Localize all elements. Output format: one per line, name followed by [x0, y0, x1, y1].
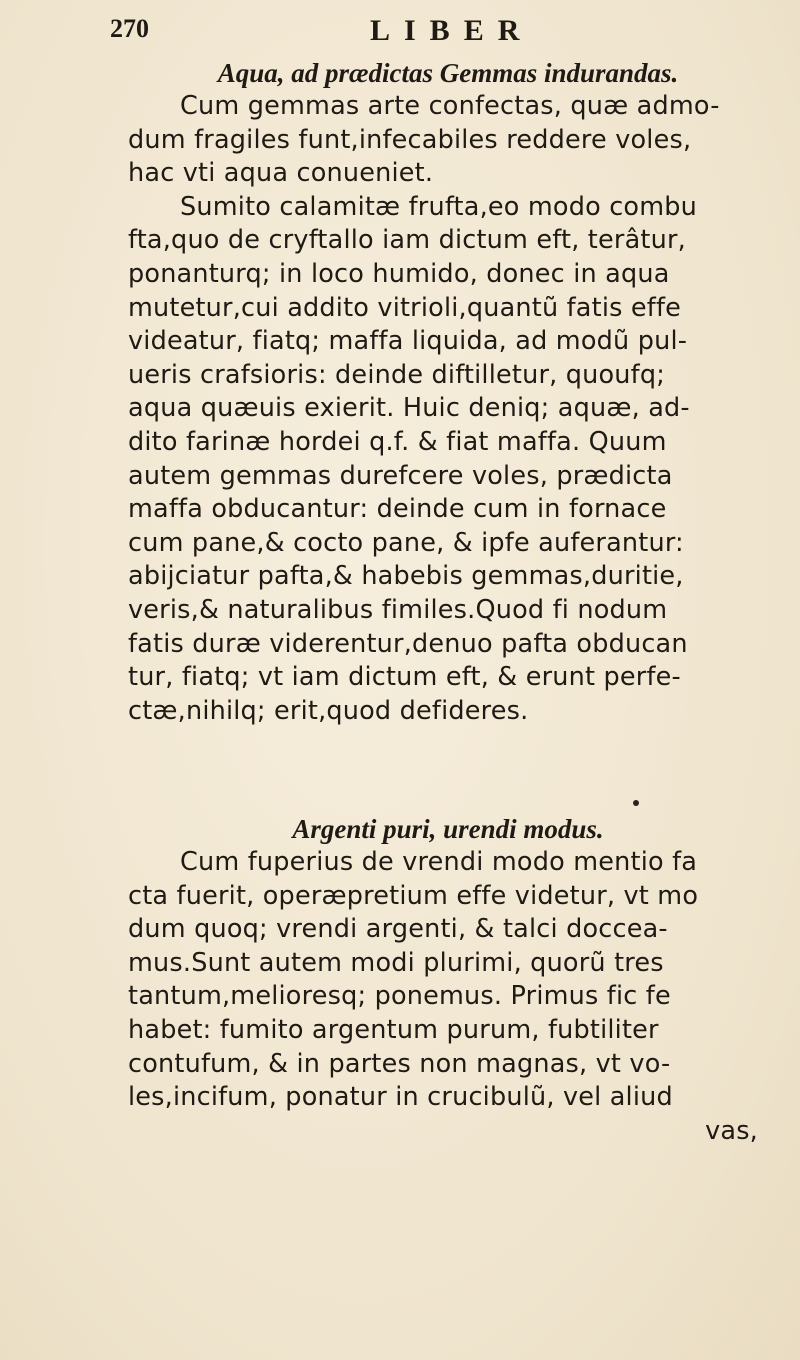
- text-line: mutetur,cui addito vitrioli,quantũ fatis effe: [128, 292, 682, 323]
- text-line: ponanturq; in loco humido, donec in aqua: [128, 258, 670, 289]
- section-body: [128, 90, 768, 728]
- text-line: maffa obducantur: deinde cum in fornace: [128, 494, 667, 525]
- text-line: ueris crafsioris: deinde diftilletur, quoufq;: [128, 359, 666, 390]
- text-line: tur, fiatq; vt iam dictum eft, & erunt perfe-: [128, 662, 681, 693]
- text-line: Cum gemmas arte confectas, quæ admo-: [180, 91, 720, 121]
- text-line: fatis duræ viderentur,denuo pafta obducan: [128, 628, 688, 659]
- text-line: veris,& naturalibus fimiles.Quod fi nodum: [128, 594, 668, 625]
- text-line: tantum,melioresq; ponemus. Primus fic fe: [128, 981, 671, 1012]
- running-title: LIBER: [370, 14, 534, 47]
- text-line: videatur, fiatq; maffa liquida, ad modũ pul-: [128, 326, 688, 357]
- ink-dot: [633, 800, 639, 806]
- text-line: autem gemmas durefcere voles, prædicta: [128, 460, 673, 491]
- text-line: Cum fuperius de vrendi modo mentio fa: [180, 847, 698, 877]
- page-number: 270: [110, 14, 149, 43]
- text-line: mus.Sunt autem modi plurimi, quorũ tres: [128, 947, 664, 978]
- section-aqua: [128, 56, 768, 728]
- section-heading: Aqua, ad prædictas Gemmas indurandas.: [217, 58, 679, 88]
- text-line: cum pane,& cocto pane, & ipfe auferantur:: [128, 527, 684, 558]
- text-line: habet: fumito argentum purum, fubtiliter: [128, 1014, 659, 1045]
- text-line: dito farinæ hordei q.f. & fiat maffa. Quum: [128, 426, 667, 457]
- text-line: ctæ,nihilq; erit,quod defideres.: [128, 695, 529, 726]
- text-line: aqua quæuis exierit. Huic deniq; aquæ, ad-: [128, 393, 690, 424]
- text-line: fta,quo de cryftallo iam dictum eft, terâtur,: [128, 225, 686, 256]
- text-line: les,incifum, ponatur in crucibulũ, vel aliud: [128, 1082, 673, 1113]
- section-argenti: [128, 812, 768, 1148]
- text-line: hac vti aqua conueniet.: [128, 158, 434, 189]
- section-heading: Argenti puri, urendi modus.: [292, 814, 604, 844]
- text-line: dum quoq; vrendi argenti, & talci doccea-: [128, 914, 668, 945]
- text-line: dum fragiles funt,infecabiles reddere voles,: [128, 124, 692, 155]
- catchword: vas,: [705, 1115, 758, 1146]
- section-body: [128, 846, 768, 1148]
- running-head: [110, 14, 750, 54]
- text-line: contufum, & in partes non magnas, vt vo-: [128, 1048, 671, 1079]
- text-line: cta fuerit, operæpretium effe videtur, vt mo: [128, 880, 699, 911]
- text-line: abijciatur pafta,& habebis gemmas,duritie,: [128, 561, 684, 592]
- text-line: Sumito calamitæ frufta,eo modo combu: [180, 191, 698, 222]
